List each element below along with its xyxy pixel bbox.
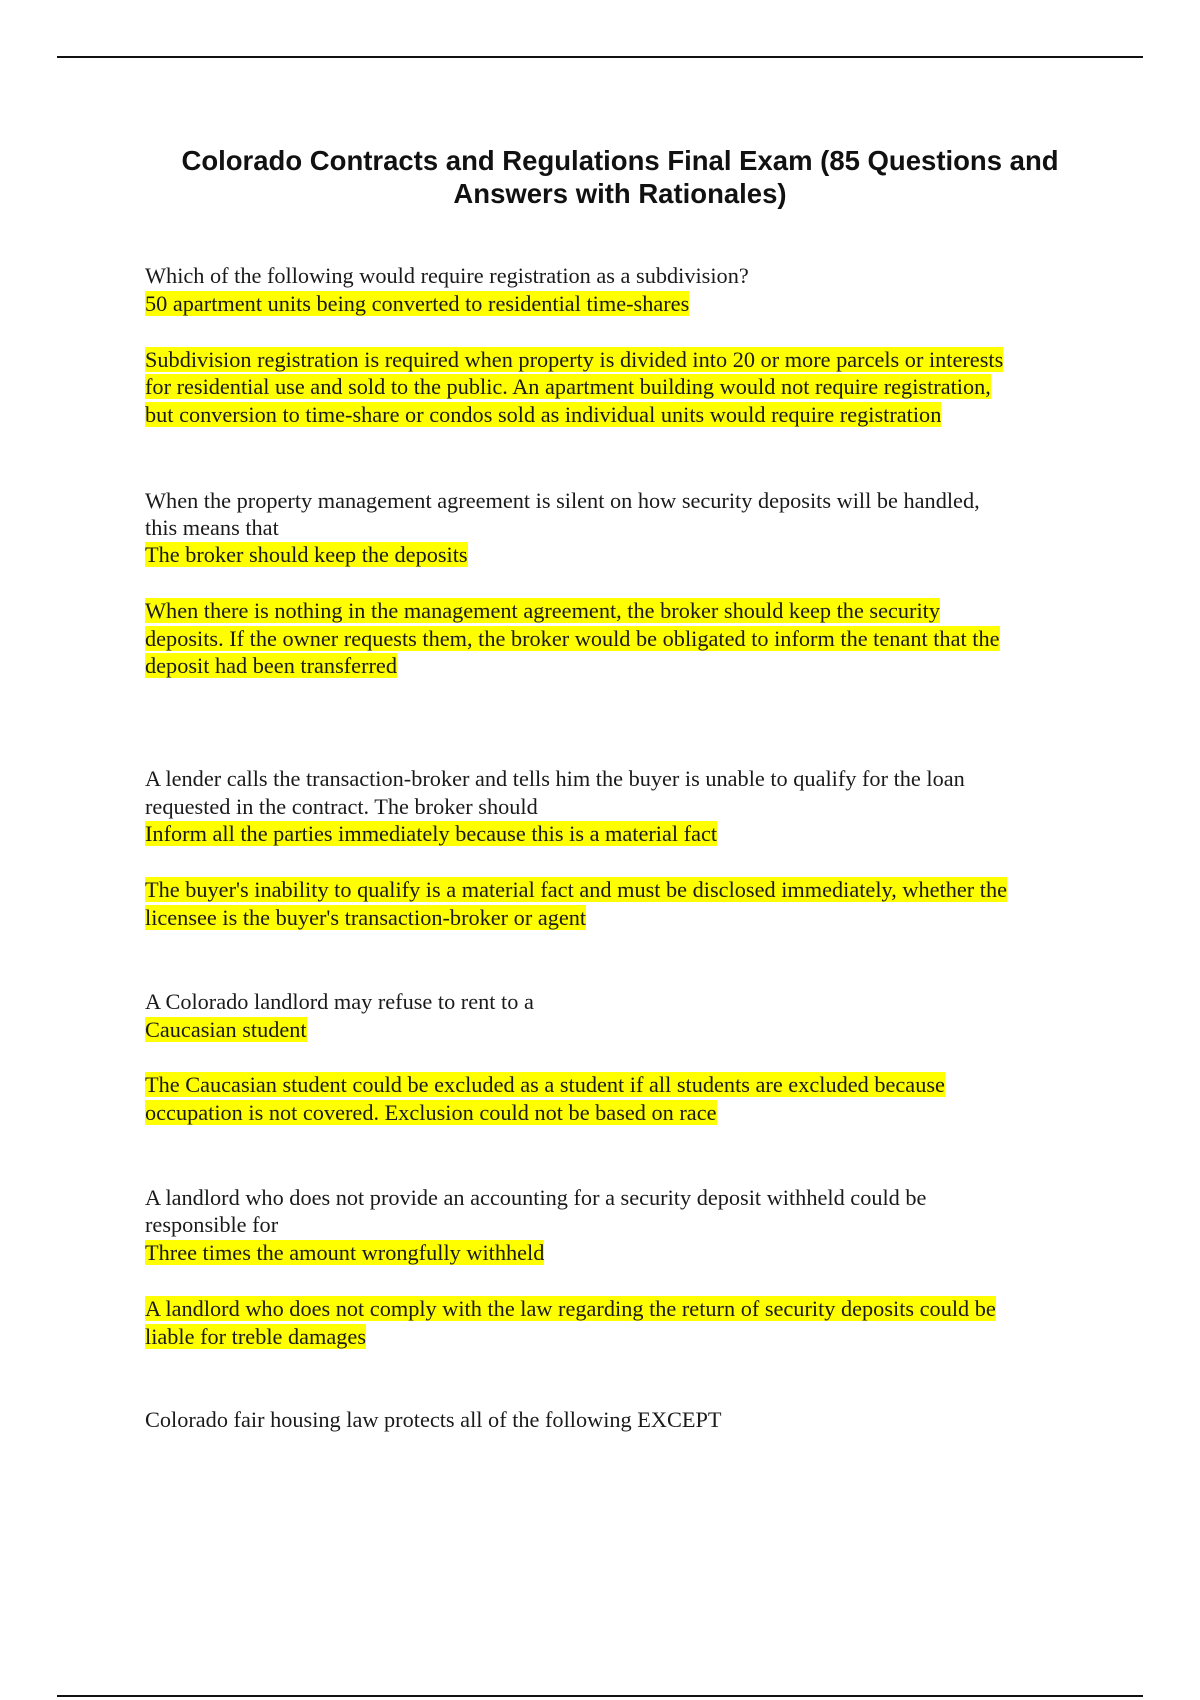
- top-rule: [57, 56, 1143, 58]
- answer-1: [145, 290, 689, 318]
- title-line-2: Answers with Rationales): [453, 178, 787, 209]
- answer-2: [145, 541, 468, 569]
- rationale-4-line-1: The Caucasian student could be excluded as a student if all students are excluded because: [145, 1072, 945, 1097]
- rationale-1-line-3: but conversion to time-share or condos sold as individual units would require registration: [145, 402, 942, 427]
- title-line-1: Colorado Contracts and Regulations Final Exam (85 Questions and: [181, 145, 1059, 176]
- answer-2-line-1: The broker should keep the deposits: [145, 542, 468, 567]
- question-2-line-2: this means that: [145, 515, 279, 540]
- rationale-2-line-3: deposit had been transferred: [145, 653, 397, 678]
- question-6-line-1: Colorado fair housing law protects all of the following EXCEPT: [145, 1407, 722, 1432]
- answer-3: [145, 820, 717, 848]
- rationale-4-line-2: occupation is not covered. Exclusion could not be based on race: [145, 1100, 717, 1125]
- rationale-3-line-2: licensee is the buyer's transaction-broker or agent: [145, 905, 587, 930]
- rationale-3-line-1: The buyer's inability to qualify is a material fact and must be disclosed immediately, whether the: [145, 877, 1007, 902]
- answer-4-line-1: Caucasian student: [145, 1017, 307, 1042]
- question-2-line-1: When the property management agreement is silent on how security deposits will be handled,: [145, 488, 980, 513]
- question-5-line-1: A landlord who does not provide an accounting for a security deposit withheld could be: [145, 1185, 927, 1210]
- answer-1-line-1: 50 apartment units being converted to residential time-shares: [145, 291, 690, 316]
- answer-4: [145, 1016, 307, 1044]
- question-3-line-2: requested in the contract. The broker should: [145, 794, 538, 819]
- rationale-5-line-1: A landlord who does not comply with the law regarding the return of security deposits could be: [145, 1296, 996, 1321]
- answer-5-line-1: Three times the amount wrongfully withheld: [145, 1240, 545, 1265]
- question-4-line-1: A Colorado landlord may refuse to rent to a: [145, 989, 534, 1014]
- answer-3-line-1: Inform all the parties immediately because this is a material fact: [145, 821, 718, 846]
- rationale-1-line-2: for residential use and sold to the public. An apartment building would not require registration,: [145, 374, 991, 399]
- answer-5: [145, 1239, 544, 1267]
- document-title: [130, 144, 1110, 210]
- rationale-5-line-2: liable for treble damages: [145, 1324, 367, 1349]
- rationale-2-line-1: When there is nothing in the management agreement, the broker should keep the security: [145, 598, 940, 623]
- rationale-1-line-1: Subdivision registration is required when property is divided into 20 or more parcels or interests: [145, 347, 1004, 372]
- question-3-line-1: A lender calls the transaction-broker and tells him the buyer is unable to qualify for the loan: [145, 766, 965, 791]
- rationale-2-line-2: deposits. If the owner requests them, the broker would be obligated to inform the tenant that the: [145, 626, 1000, 651]
- bottom-rule: [57, 1695, 1143, 1697]
- question-1-line-1: Which of the following would require registration as a subdivision?: [145, 263, 749, 288]
- question-5-line-2: responsible for: [145, 1212, 279, 1237]
